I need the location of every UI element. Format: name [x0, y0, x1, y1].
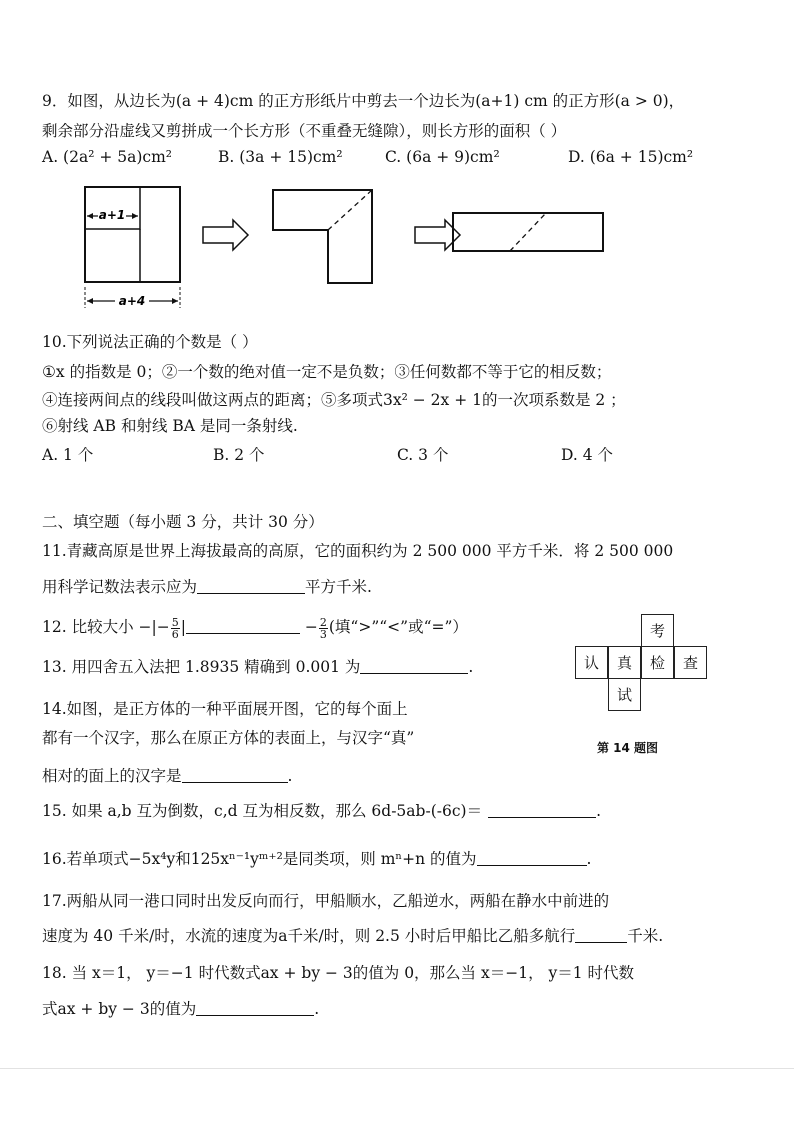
q9-arrow-1 [203, 220, 248, 250]
q12-prefix: 12. 比较大小 −|− [42, 618, 170, 636]
q11-answer-blank[interactable] [197, 577, 305, 594]
cube-face-center: 真 [608, 646, 641, 679]
q17-line2-b: 千米. [627, 927, 664, 945]
q9-option-b: B. (3a + 15)cm² [218, 148, 343, 166]
q15-answer-blank[interactable] [488, 801, 596, 818]
q11-line2 [42, 576, 372, 598]
q10-line4: ⑥射线 AB 和射线 BA 是同一条射线. [42, 417, 298, 435]
q13-answer-blank[interactable] [360, 657, 468, 674]
cube-face-left: 认 [575, 646, 608, 679]
q9-line1: 9．如图，从边长为(a + 4)cm 的正方形纸片中剪去一个边长为(a+1) cm 的正方形(a > 0)， [42, 92, 685, 110]
q13-line [42, 656, 473, 678]
q13-end: . [468, 658, 474, 676]
q14-end: . [287, 767, 293, 785]
q15-line [42, 800, 601, 822]
q17-line1: 17.两船从同一港口同时出发反向而行，甲船顺水，乙船逆水，两船在静水中前进的 [42, 892, 610, 910]
q17-line2-a: 速度为 40 千米/时，水流的速度为a千米/时，则 2.5 小时后甲船比乙船多航行 [42, 927, 576, 945]
q12-line [42, 616, 468, 640]
q11-line1: 11.青藏高原是世界上海拔最高的高原，它的面积约为 2 500 000 平方千米．将 2 500 000 [42, 542, 674, 560]
q18-line1: 18. 当 x＝1， y＝−1 时代数式ax + by − 3的值为 0，那么当 x＝−1， y＝1 时代数 [42, 964, 635, 982]
cube-face-bottom: 试 [608, 678, 641, 711]
q9-line2: 剩余部分沿虚线又剪拼成一个长方形（不重叠无缝隙），则长方形的面积（ ） [42, 122, 567, 140]
q9-option-c: C. (6a + 9)cm² [385, 148, 500, 166]
cube-face-right1: 检 [641, 646, 674, 679]
q11-line2-a: 用科学记数法表示应为 [42, 578, 198, 596]
q13-text: 13. 用四舍五入法把 1.8935 精确到 0.001 为 [42, 658, 361, 676]
q16-end: . [586, 850, 592, 868]
q12-minus: − [304, 618, 318, 636]
q14-line1: 14.如图，是正方体的一种平面展开图，它的每个面上 [42, 700, 408, 718]
q10-line3: ④连接两间点的线段叫做这两点的距离；⑤多项式3x² − 2x + 1的一次项系数是 2 ； [42, 391, 626, 409]
q14-line2: 都有一个汉字，那么在原正方体的表面上，与汉字“真” [42, 729, 415, 747]
q10-option-c: C. 3 个 [397, 446, 449, 464]
q9-label-outer: a+4 [118, 294, 146, 308]
q10-line2: ①x 的指数是 0；②一个数的绝对值一定不是负数；③任何数都不等于它的相反数； [42, 363, 612, 381]
q9-figure [70, 180, 610, 315]
q12-frac2: $\frac{2}{3}$ [319, 615, 327, 641]
section-title: 二、填空题（每小题 3 分，共计 30 分） [42, 513, 324, 531]
q9-label-inner: a+1 [98, 208, 126, 222]
q12-mid: | [180, 618, 186, 636]
q15-end: . [596, 802, 602, 820]
q18-answer-blank[interactable] [196, 999, 314, 1016]
q18-line2-b: . [314, 1000, 320, 1018]
q14-answer-blank[interactable] [182, 766, 288, 783]
q11-line2-b: 平方千米. [305, 578, 372, 596]
q17-line2 [42, 925, 663, 947]
q18-line2 [42, 998, 319, 1020]
q9-rectangle [453, 213, 603, 251]
q10-option-b: B. 2 个 [213, 446, 265, 464]
q16-answer-blank[interactable] [477, 849, 587, 866]
q17-answer-blank[interactable] [575, 926, 627, 943]
q15-text: 15. 如果 a,b 互为倒数，c,d 互为相反数，那么 6d-5ab-(-6c)＝ [42, 802, 483, 820]
q12-answer-blank[interactable] [186, 617, 300, 634]
q14-line3 [42, 765, 292, 787]
q14-line3-text: 相对的面上的汉字是 [42, 767, 182, 785]
q12-suffix: (填“>”“<”或“=”） [328, 618, 468, 636]
q9-big-square [85, 187, 180, 282]
q10-option-a: A. 1 个 [42, 446, 94, 464]
q16-line [42, 848, 591, 870]
q16-text: 16.若单项式−5x⁴y和125xⁿ⁻¹yᵐ⁺²是同类项，则 mⁿ+n 的值为 [42, 850, 477, 868]
q18-line2-a: 式ax + by − 3的值为 [42, 1000, 197, 1018]
q10-line1: 10.下列说法正确的个数是（ ） [42, 333, 258, 351]
cube-face-right2: 查 [674, 646, 707, 679]
q12-frac1: $\frac{5}{6}$ [171, 615, 179, 641]
q10-option-d: D. 4 个 [561, 446, 614, 464]
q9-option-a: A. (2a² + 5a)cm² [42, 148, 172, 166]
cube-face-top: 考 [641, 614, 674, 647]
q14-figure-caption: 第 14 题图 [597, 741, 659, 755]
q9-option-d: D. (6a + 15)cm² [568, 148, 694, 166]
page-bottom-divider [0, 1068, 794, 1069]
